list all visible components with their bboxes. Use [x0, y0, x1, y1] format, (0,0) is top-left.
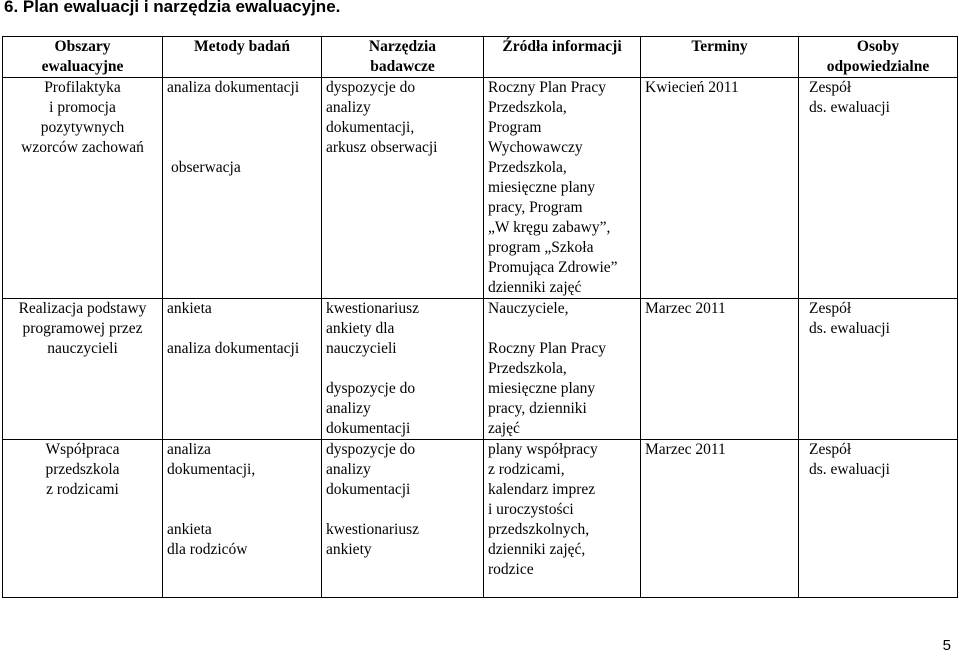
- header-row: [3, 37, 958, 78]
- sources-cell: Nauczyciele, Roczny Plan Pracy Przedszkola, miesięczne plany pracy, dzienniki zajęć: [484, 299, 641, 440]
- methods-cell: analiza dokumentacji, ankieta dla rodziców: [163, 440, 322, 598]
- methods-cell: analiza dokumentacji obserwacja: [163, 78, 322, 299]
- sources-cell: plany współpracy z rodzicami, kalendarz imprez i uroczystości przedszkolnych, dzienniki zajęć, rodzice: [484, 440, 641, 598]
- area-cell: Profilaktyka i promocja pozytywnych wzorców zachowań: [3, 78, 163, 299]
- persons-cell: Zespół ds. ewaluacji: [799, 299, 958, 440]
- area-cell: Realizacja podstawy programowej przez nauczycieli: [3, 299, 163, 440]
- term-cell: Marzec 2011: [641, 299, 799, 440]
- tools-cell: kwestionariusz ankiety dla nauczycieli dyspozycje do analizy dokumentacji: [322, 299, 484, 440]
- tools-cell: dyspozycje do analizy dokumentacji, arkusz obserwacji: [322, 78, 484, 299]
- col-header-sources: Źródła informacji: [484, 37, 641, 78]
- table-row: [3, 299, 958, 440]
- col-header-terms: Terminy: [641, 37, 799, 78]
- col-header-tools: Narzędzia badawcze: [322, 37, 484, 78]
- evaluation-plan-table: [2, 36, 958, 598]
- col-header-methods: Metody badań: [163, 37, 322, 78]
- tools-cell: dyspozycje do analizy dokumentacji kwestionariusz ankiety: [322, 440, 484, 598]
- col-header-persons: Osoby odpowiedzialne: [799, 37, 958, 78]
- term-cell: Kwiecień 2011: [641, 78, 799, 299]
- table-row: [3, 78, 958, 299]
- table-row: [3, 440, 958, 598]
- term-cell: Marzec 2011: [641, 440, 799, 598]
- area-cell: Współpraca przedszkola z rodzicami: [3, 440, 163, 598]
- sources-cell: Roczny Plan Pracy Przedszkola, Program Wychowawczy Przedszkola, miesięczne plany pracy, Program „W kręgu zabawy”, program „Szkoła Promująca Zdrowie” dzienniki zajęć: [484, 78, 641, 299]
- methods-cell: ankieta analiza dokumentacji: [163, 299, 322, 440]
- page-number: 5: [942, 637, 951, 654]
- section-heading: 6. Plan ewaluacji i narzędzia ewaluacyjne.: [4, 0, 341, 16]
- col-header-areas: Obszary ewaluacyjne: [3, 37, 163, 78]
- persons-cell: Zespół ds. ewaluacji: [799, 78, 958, 299]
- persons-cell: Zespół ds. ewaluacji: [799, 440, 958, 598]
